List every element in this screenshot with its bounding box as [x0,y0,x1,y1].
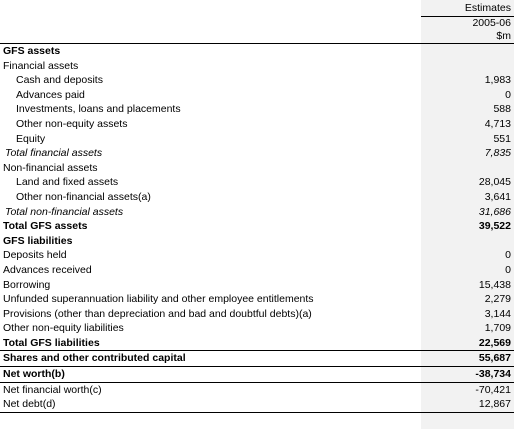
table-row [0,321,514,336]
row-value: 2,279 [484,293,511,306]
table-row [0,44,514,59]
table-row [0,336,514,351]
row-value: 4,713 [484,117,511,130]
table-row [0,73,514,88]
row-label: Total financial assets [5,147,103,160]
table-row [0,205,514,220]
row-label: Provisions (other than depreciation and bad and doubtful debts)(a) [3,307,312,320]
gfs-table [0,44,514,413]
row-value: 3,641 [484,190,511,203]
row-value: -70,421 [475,383,511,396]
row-label: Shares and other contributed capital [0,351,424,367]
row-value: 22,569 [478,336,511,349]
row-value: 12,867 [424,397,514,412]
table-row [0,397,514,412]
row-label: Land and fixed assets [16,176,119,189]
table-row [0,161,514,176]
table-row [0,190,514,205]
row-label: Total non-financial assets [5,205,124,218]
table-row [0,102,514,117]
row-value: 28,045 [478,176,511,189]
row-label: Financial assets [3,59,79,72]
row-value: 31,686 [478,205,511,218]
row-label: Equity [16,132,46,145]
gfs-table-body [0,44,514,412]
table-row [0,88,514,103]
row-label: Other non-financial assets(a) [16,190,151,203]
row-label: Other non-equity assets [16,117,128,130]
table-row [0,117,514,132]
row-value: 55,687 [424,351,514,367]
row-value: 3,144 [484,307,511,320]
row-label: Deposits held [3,249,67,262]
table-row [0,146,514,161]
row-value: 1,983 [484,74,511,87]
header-estimates: Estimates [464,2,511,14]
row-label: Cash and deposits [16,74,103,87]
header-year: 2005-06 [472,17,511,29]
row-label: Total GFS assets [3,220,88,233]
row-value [424,59,514,74]
row-label: GFS assets [3,45,61,57]
table-row [0,382,514,397]
row-label: Investments, loans and placements [16,103,181,116]
row-label: Net financial worth(c) [3,383,102,396]
row-label: Advances paid [16,88,85,101]
table-row [0,367,514,383]
row-value [424,234,514,249]
row-label: Borrowing [3,278,51,291]
row-value: 39,522 [478,220,511,233]
row-value: 551 [493,132,511,145]
table-row [0,278,514,293]
table-row [0,307,514,322]
row-label: Other non-equity liabilities [3,322,124,335]
row-label: Unfunded superannuation liability and other employee entitlements [3,293,314,306]
table-row [0,59,514,74]
row-value: 0 [505,263,511,276]
row-label: Advances received [3,263,92,276]
table-row [0,292,514,307]
row-value: 7,835 [484,147,511,160]
table-row [0,132,514,147]
table-row [0,234,514,249]
row-value: -38,734 [424,367,514,383]
row-value [424,44,514,59]
table-row [0,248,514,263]
row-value: 0 [505,88,511,101]
row-label: Total GFS liabilities [3,336,100,349]
row-label: Net worth(b) [0,367,424,383]
table-row [0,219,514,234]
header-unit: $m [496,30,511,42]
row-value [424,161,514,176]
row-value: 588 [493,103,511,116]
row-value: 15,438 [478,278,511,291]
table-row [0,263,514,278]
row-value: 1,709 [484,322,511,335]
row-label: Non-financial assets [3,161,98,174]
table-row [0,175,514,190]
row-label: Net debt(d) [0,397,424,412]
table-row [0,351,514,367]
row-value: 0 [505,249,511,262]
row-label: GFS liabilities [3,234,73,247]
